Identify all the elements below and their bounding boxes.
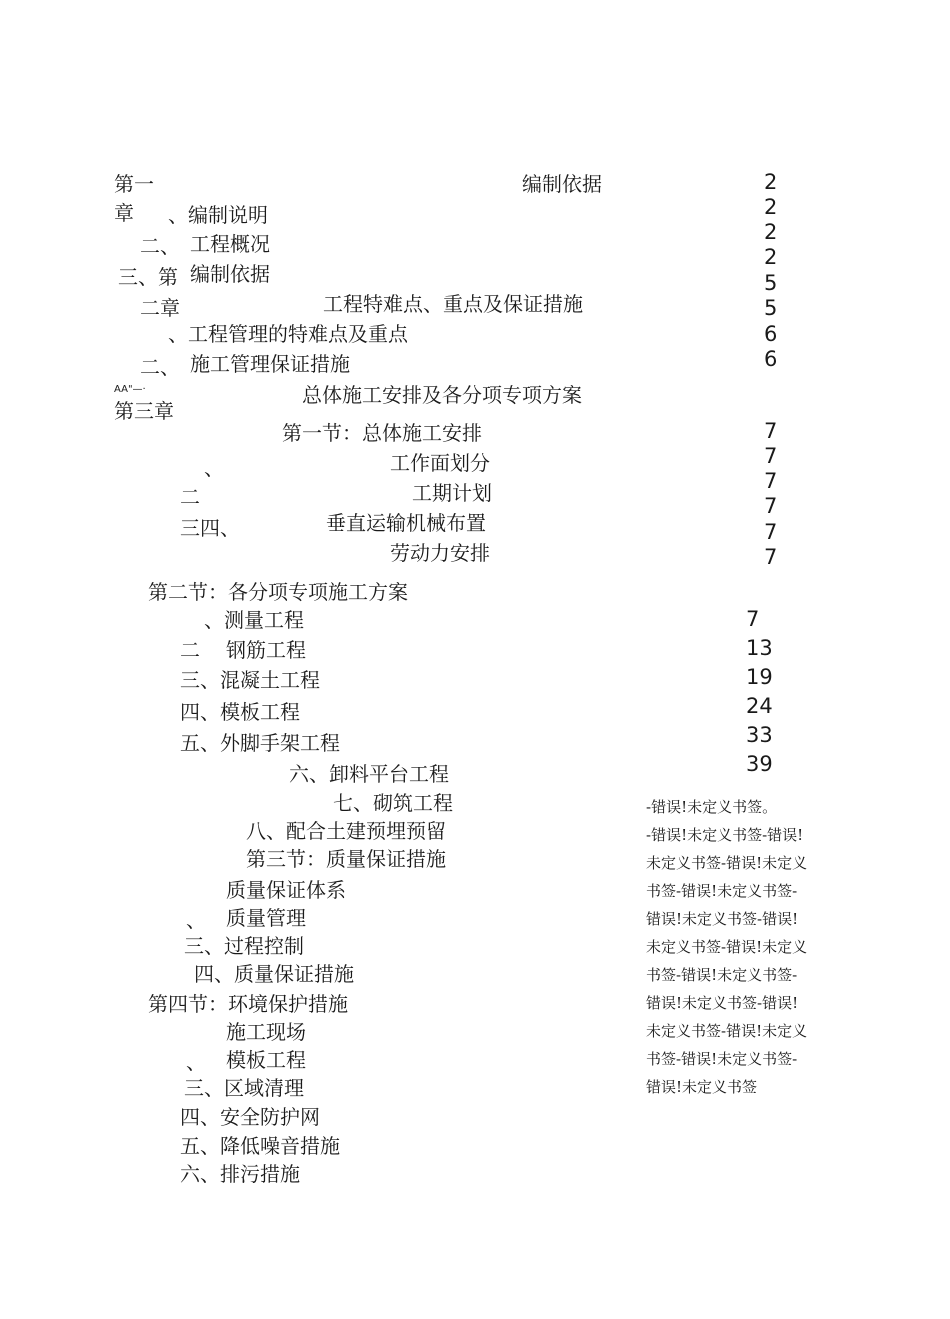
toc-page-number: 7 — [764, 419, 778, 443]
toc-entry-jiaoshoujia: 五、外脚手架工程 — [180, 731, 340, 755]
toc-entry-laodongli: 劳动力安排 — [390, 541, 490, 565]
toc-page-number: 13 — [746, 636, 773, 660]
toc-chapter-3-title: 总体施工安排及各分项专项方案 — [302, 383, 582, 407]
toc-entry-gangjin: 钢筋工程 — [226, 638, 306, 662]
toc-section-3-3: 第三节：质量保证措施 — [246, 847, 446, 871]
toc-entry-number: 、 — [186, 908, 206, 932]
toc-entry-paiwu: 六、排污措施 — [180, 1162, 300, 1186]
toc-page-number: 5 — [764, 296, 778, 320]
toc-entry-bianzhi-shuoming: 、编制说明 — [168, 203, 268, 227]
toc-entry-shigong-xianchang: 施工现场 — [226, 1020, 306, 1044]
toc-entry-jiangdi-zaoyin: 五、降低噪音措施 — [180, 1134, 340, 1158]
toc-entry-bianzhi-yiju: 编制依据 — [190, 262, 270, 286]
toc-bookmark-error: 错误!未定义书签-错误! — [646, 910, 799, 928]
toc-entry-gongzuomian: 工作面划分 — [390, 451, 490, 475]
toc-entry-guanli-nandian: 、工程管理的特难点及重点 — [168, 322, 408, 346]
toc-page-number: 7 — [746, 607, 760, 631]
toc-bookmark-error: -错误!未定义书签。 — [646, 798, 778, 816]
toc-entry-number: 二 — [180, 485, 200, 509]
toc-entry-number: 二 — [180, 638, 200, 662]
toc-page-number: 24 — [746, 694, 773, 718]
toc-chapter-2-title: 工程特难点、重点及保证措施 — [323, 292, 583, 316]
toc-entry-hunningtu: 三、混凝土工程 — [180, 668, 320, 692]
toc-entry-muban-2: 模板工程 — [226, 1048, 306, 1072]
toc-page-number: 2 — [764, 245, 778, 269]
toc-entry-number: 、 — [204, 456, 224, 480]
toc-chapter-2-prefix: 二章 — [140, 296, 180, 320]
toc-entry-zhiliang-tixi: 质量保证体系 — [226, 878, 346, 902]
toc-entry-yumai-yuliu: 八、配合土建预埋预留 — [246, 819, 446, 843]
toc-bookmark-error: 书签-错误!未定义书签- — [646, 966, 798, 984]
toc-entry-quyu-qingli: 三、区域清理 — [184, 1076, 304, 1100]
toc-page-number: 5 — [764, 271, 778, 295]
toc-bookmark-error: -错误!未定义书签-错误! — [646, 826, 804, 844]
toc-entry-number: 二、 — [140, 355, 180, 379]
toc-bookmark-error: 未定义书签-错误!未定义 — [646, 1022, 808, 1040]
toc-page-number: 6 — [764, 347, 778, 371]
toc-page-number: 39 — [746, 752, 773, 776]
toc-chapter-1-prefix: 第一 — [114, 172, 154, 196]
toc-entry-xieliao-pingtai: 六、卸料平台工程 — [289, 762, 449, 786]
toc-page-number: 6 — [764, 322, 778, 346]
toc-page-number: 2 — [764, 195, 778, 219]
toc-bookmark-error: 书签-错误!未定义书签- — [646, 882, 798, 900]
toc-page-number: 7 — [764, 545, 778, 569]
toc-page-number: 7 — [764, 520, 778, 544]
toc-bookmark-error: 错误!未定义书签-错误! — [646, 994, 799, 1012]
toc-bookmark-error: 书签-错误!未定义书签- — [646, 1050, 798, 1068]
toc-entry-guocheng-kongzhi: 三、过程控制 — [184, 934, 304, 958]
toc-bookmark-error: 未定义书签-错误!未定义 — [646, 938, 808, 956]
toc-page-number: 19 — [746, 665, 773, 689]
toc-entry-number: 二、 — [140, 234, 180, 258]
toc-entry-gongcheng-gaikuang: 工程概况 — [190, 232, 270, 256]
toc-page-number: 7 — [764, 469, 778, 493]
toc-bookmark-error: 未定义书签-错误!未定义 — [646, 854, 808, 872]
toc-chapter-1-title: 编制依据 — [522, 172, 602, 196]
toc-chapter-3-prefix: 第三章 — [114, 399, 174, 423]
toc-entry-shigong-guanli: 施工管理保证措施 — [190, 352, 350, 376]
toc-entry-muban: 四、模板工程 — [180, 700, 300, 724]
toc-page-number: 7 — [764, 494, 778, 518]
toc-artifact: AA"—· — [114, 384, 146, 395]
toc-chapter-1-suffix: 章 — [114, 201, 134, 225]
toc-entry-number: 三四、 — [180, 516, 240, 540]
toc-entry-celiang: 、测量工程 — [204, 608, 304, 632]
toc-page-number: 2 — [764, 170, 778, 194]
toc-page-number: 2 — [764, 220, 778, 244]
toc-section-3-2: 第二节：各分项专项施工方案 — [148, 580, 408, 604]
toc-entry-zhiliang-guanli: 质量管理 — [226, 906, 306, 930]
toc-entry-number: 、 — [186, 1050, 206, 1074]
toc-section-3-1: 第一节：总体施工安排 — [282, 421, 482, 445]
toc-entry-zhiliang-cuoshi: 四、质量保证措施 — [194, 962, 354, 986]
toc-entry-chuizhi-yunshu: 垂直运输机械布置 — [326, 511, 486, 535]
toc-entry-qizhu: 七、砌筑工程 — [333, 791, 453, 815]
toc-entry-anquan-fanghu: 四、安全防护网 — [180, 1105, 320, 1129]
toc-entry-gongqi: 工期计划 — [412, 481, 492, 505]
toc-page-number: 33 — [746, 723, 773, 747]
toc-page-number: 7 — [764, 444, 778, 468]
toc-entry-number: 三、第 — [118, 265, 178, 289]
toc-section-3-4: 第四节：环境保护措施 — [148, 992, 348, 1016]
toc-bookmark-error: 错误!未定义书签 — [646, 1078, 758, 1096]
